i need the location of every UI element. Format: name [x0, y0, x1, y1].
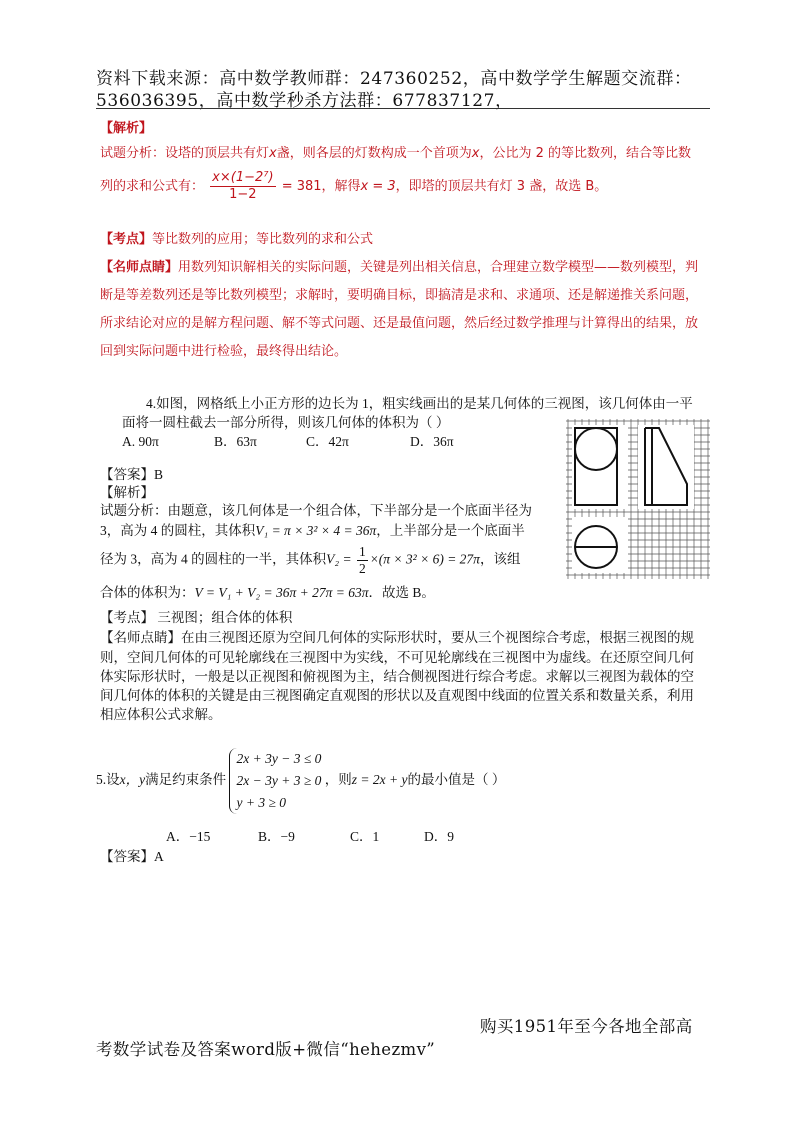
- header-source-line-2: 536036395，高中数学秒杀方法群：677837127，: [96, 91, 513, 111]
- q5-constraint-2: 2x − 3y + 3 ≥ 0: [236, 773, 322, 788]
- q4-kaodian: 【考点】 三视图；组合体的体积: [100, 610, 293, 625]
- q4-stem-line1: 4.如图，网格纸上小正方形的边长为 1，粗实线画出的是某几何体的三视图，该几何体由一平: [146, 396, 693, 411]
- q5-option-c[interactable]: C．1: [350, 829, 380, 844]
- q4-analysis-line3: 径为 3，高为 4 的圆柱的一半，其体积V₂ = $\frac{1}{2}$ ×(π × 3² × 6) = 27π，该组: [100, 544, 521, 576]
- q3-teacher-line4: 回到实际问题中进行检验，最终得出结论。: [100, 344, 348, 359]
- q4-teacher-line1: 【名师点睛】在由三视图还原为空间几何体的实际形状时，要从三个视图综合考虑，根据三视图的规: [100, 630, 694, 645]
- q4-half-fraction: $\frac{1}{2}$: [358, 544, 366, 576]
- q4-stem-line2: 面将一圆柱截去一部分所得，则该几何体的体积为（ ）: [122, 415, 450, 430]
- q5-answer: 【答案】A: [100, 849, 164, 864]
- q4-analysis-line1: 试题分析：由题意，该几何体是一个组合体，下半部分是一个底面半径为: [100, 503, 532, 518]
- q5-stem: 5.设x，y满足约束条件 2x + 3y − 3 ≤ 0 2x − 3y + 3 ≥ 0 y + 3 ≥ 0 ，则z = 2x + y的最小值是（ ）: [96, 748, 505, 814]
- q4-answer: 【答案】B: [100, 467, 164, 482]
- three-view-figure: [566, 419, 710, 579]
- q4-analysis-line4: 合体的体积为：V = V₁ + V₂ = 36π + 27π = 63π．故选 B。: [100, 585, 435, 600]
- q4-analysis-tag: 【解析】: [100, 485, 154, 500]
- q5-option-a[interactable]: A．−15: [166, 829, 211, 844]
- q4-options: [122, 430, 454, 450]
- q4-teacher-line3: 体实际形状时，一般是以正视图和俯视图为主，结合侧视图进行综合考虑。求解以三视图为载体的空: [100, 669, 694, 684]
- q3-analysis-tag: 【解析】: [100, 121, 153, 136]
- q5-option-b[interactable]: B．−9: [258, 829, 295, 844]
- q3-teacher-line2: 断是等差数列还是等比数列模型；求解时，要明确目标，即搞清是求和、求通项、还是解递推关系问题，: [100, 288, 699, 303]
- q3-teacher-line1: 【名师点睛】用数列知识解相关的实际问题，关键是列出相关信息，合理建立数学模型——数列模型，判: [100, 260, 699, 275]
- q3-formula-line: 列的求和公式有： $\frac{\text{x×(1−2⁷)}}{1-2}$ = 381，解得x = 3，即塔的顶层共有灯 3 盏，故选 B。: [100, 170, 608, 202]
- q4-analysis-line2: 3，高为 4 的圆柱，其体积V₁ = π × 3² × 4 = 36π，上半部分是一个底面半: [100, 523, 525, 538]
- q5-constraint-system: [229, 748, 321, 814]
- q3-teacher-line3: 所求结论对应的是解方程问题、解不等式问题、还是最值问题，然后经过数学推理与计算得出的结果，放: [100, 316, 699, 331]
- header-divider: [96, 108, 710, 109]
- footer-ad-line-1: 购买1951年至今各地全部高: [480, 1017, 693, 1036]
- q3-sum-fraction: $\frac{\text{x×(1−2⁷)}}{1-2}$: [212, 170, 274, 202]
- q5-constraint-1: 2x + 3y − 3 ≤ 0: [236, 751, 322, 766]
- q5-constraint-3: y + 3 ≥ 0: [236, 795, 286, 810]
- header-source-line-1: 资料下载来源：高中数学教师群：247360252，高中数学学生解题交流群：: [96, 69, 692, 89]
- q5-options: [166, 825, 454, 845]
- q4-teacher-line5: 相应体积公式求解。: [100, 707, 222, 722]
- q4-option-b[interactable]: B．63π: [214, 434, 257, 449]
- q4-option-d[interactable]: D．36π: [410, 434, 454, 449]
- q4-teacher-line4: 间几何体的体积的关键是由三视图确定直观图的形状以及直观图中线面的位置关系和数量关系，利用: [100, 688, 694, 703]
- q4-option-c[interactable]: C．42π: [306, 434, 349, 449]
- q3-kaodian: 【考点】等比数列的应用；等比数列的求和公式: [100, 232, 374, 247]
- q4-teacher-line2: 则，空间几何体的可见轮廓线在三视图中为实线，不可见轮廓线在三视图中为虚线。在还原空间几何: [100, 650, 694, 665]
- footer-ad-line-2: 考数学试卷及答案word版+微信“hehezmv”: [96, 1040, 436, 1059]
- q3-analysis-line1: 试题分析：设塔的顶层共有灯x盏，则各层的灯数构成一个首项为x，公比为 2 的等比数列，结合等比数: [100, 146, 691, 161]
- q4-option-a[interactable]: A. 90π: [122, 434, 159, 449]
- q5-option-d[interactable]: D．9: [424, 829, 454, 844]
